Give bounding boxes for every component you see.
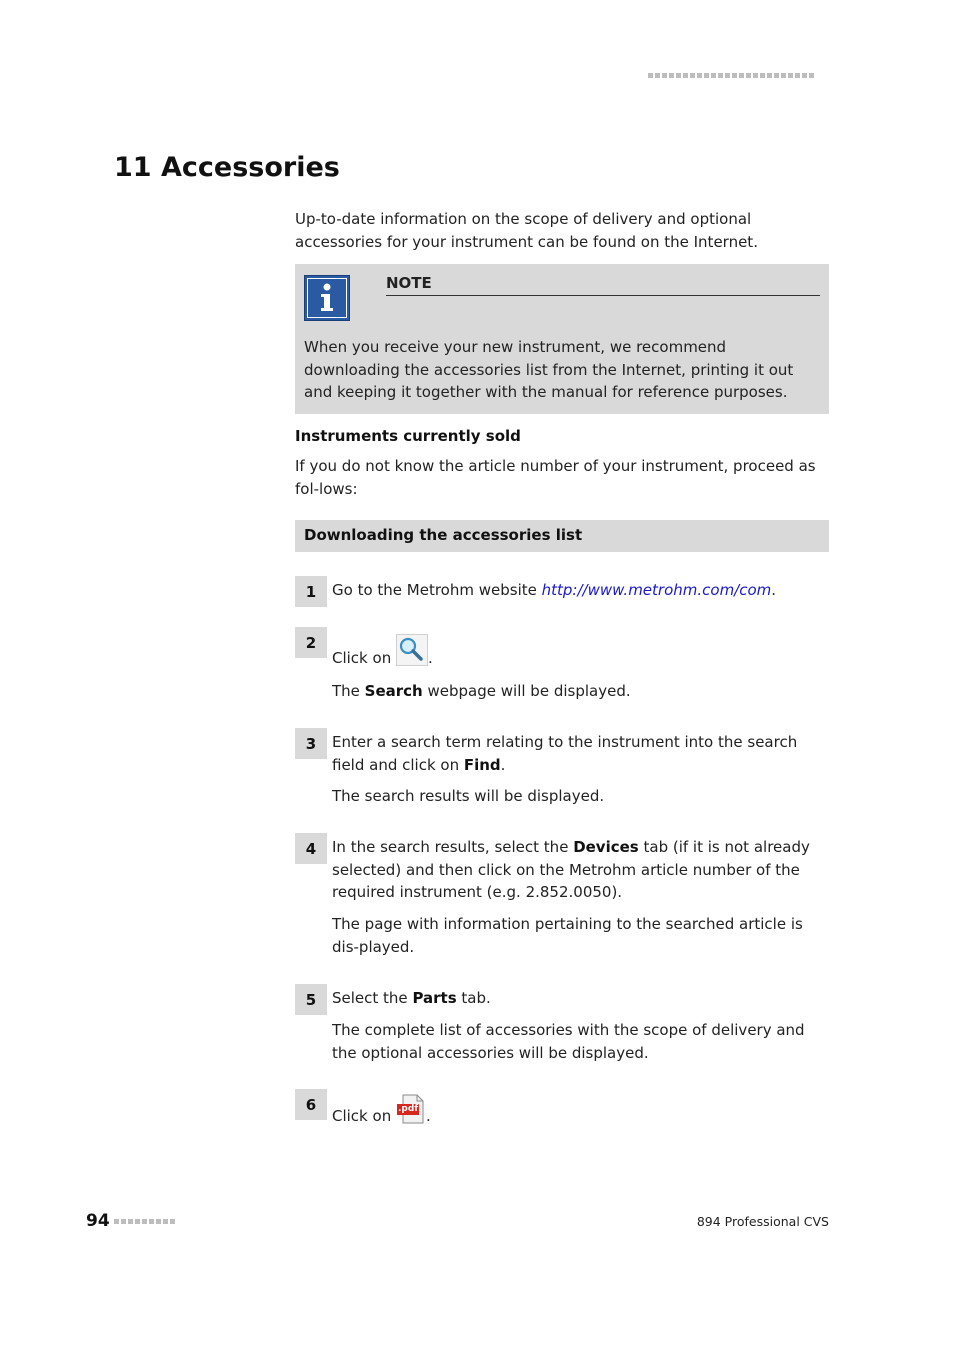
step-5-result: The complete list of accessories with the scope of delivery and the optional accessories will be displayed.: [332, 1021, 805, 1062]
step-text-part: Go to the Metrohm website: [332, 581, 542, 599]
step-4-text: [332, 836, 829, 904]
step-2-result: [332, 680, 829, 703]
pdf-icon-label: .pdf: [397, 1104, 419, 1114]
step-number: 6: [295, 1089, 327, 1120]
search-webpage-label: Search: [364, 682, 423, 700]
metrohm-website-link[interactable]: http://www.metrohm.com/com: [541, 581, 772, 599]
step-text-part: .: [425, 1107, 431, 1125]
info-icon: [304, 275, 350, 321]
chapter-intro: Up-to-date information on the scope of delivery and optional accessories for your instrument can be found on the Internet.: [295, 210, 758, 251]
step-3-text: [332, 731, 829, 776]
step-number: 2: [295, 627, 327, 658]
step-text-part: Select the: [332, 989, 413, 1007]
header-decoration: [648, 73, 814, 78]
devices-tab-label: Devices: [573, 838, 639, 856]
step-text-part: .: [500, 755, 506, 774]
page-number: 94: [86, 1211, 110, 1231]
step-3-result: The search results will be displayed.: [332, 787, 605, 805]
footer-product-title: 894 Professional CVS: [696, 1214, 829, 1229]
step-number: 5: [295, 984, 327, 1015]
procedure-title: Downloading the accessories list: [304, 526, 583, 544]
parts-tab-label: Parts: [412, 989, 457, 1007]
note-text: When you receive your new instrument, we recommend downloading the accessories list from the Internet, printing it out and keeping it together with the manual for reference purposes.: [304, 338, 794, 401]
find-button-label: Find: [463, 755, 501, 774]
footer-decoration: [114, 1219, 175, 1224]
chapter-title: 11 Accessories: [114, 152, 340, 183]
step-text-part: In the search results, select the: [332, 838, 574, 856]
step-text-part: Click on: [332, 1107, 396, 1125]
step-number: 1: [295, 576, 327, 607]
step-number: 4: [295, 833, 327, 864]
step-text-part: tab (if it is not already selected) and then click on the Metrohm article number of the required instrument (e.g. 2.852.0050).: [332, 838, 810, 901]
step-4-result: The page with information pertaining to the searched article is dis-played.: [332, 915, 803, 956]
step-text-part: Click on: [332, 649, 396, 667]
note-box: [295, 264, 829, 414]
step-number: 3: [295, 728, 327, 759]
step-2-text: [332, 634, 829, 677]
step-1-text: [332, 579, 829, 602]
step-text-part: tab.: [456, 989, 491, 1007]
section-heading: Instruments currently sold: [295, 427, 521, 445]
step-text-part: .: [771, 581, 777, 599]
note-title: NOTE: [386, 274, 820, 296]
procedure-title-bar: [295, 520, 829, 552]
step-text-part: Enter a search term relating to the instrument into the search field and click on: [332, 733, 798, 774]
pdf-icon[interactable]: [396, 1094, 426, 1124]
section-intro: If you do not know the article number of your instrument, proceed as fol-lows:: [295, 457, 816, 498]
step-text-part: The: [332, 682, 365, 700]
step-6-text: [332, 1094, 829, 1132]
step-text-part: .: [427, 649, 433, 667]
step-5-text: [332, 987, 829, 1010]
step-text-part: webpage will be displayed.: [422, 682, 631, 700]
search-icon[interactable]: [396, 634, 428, 677]
